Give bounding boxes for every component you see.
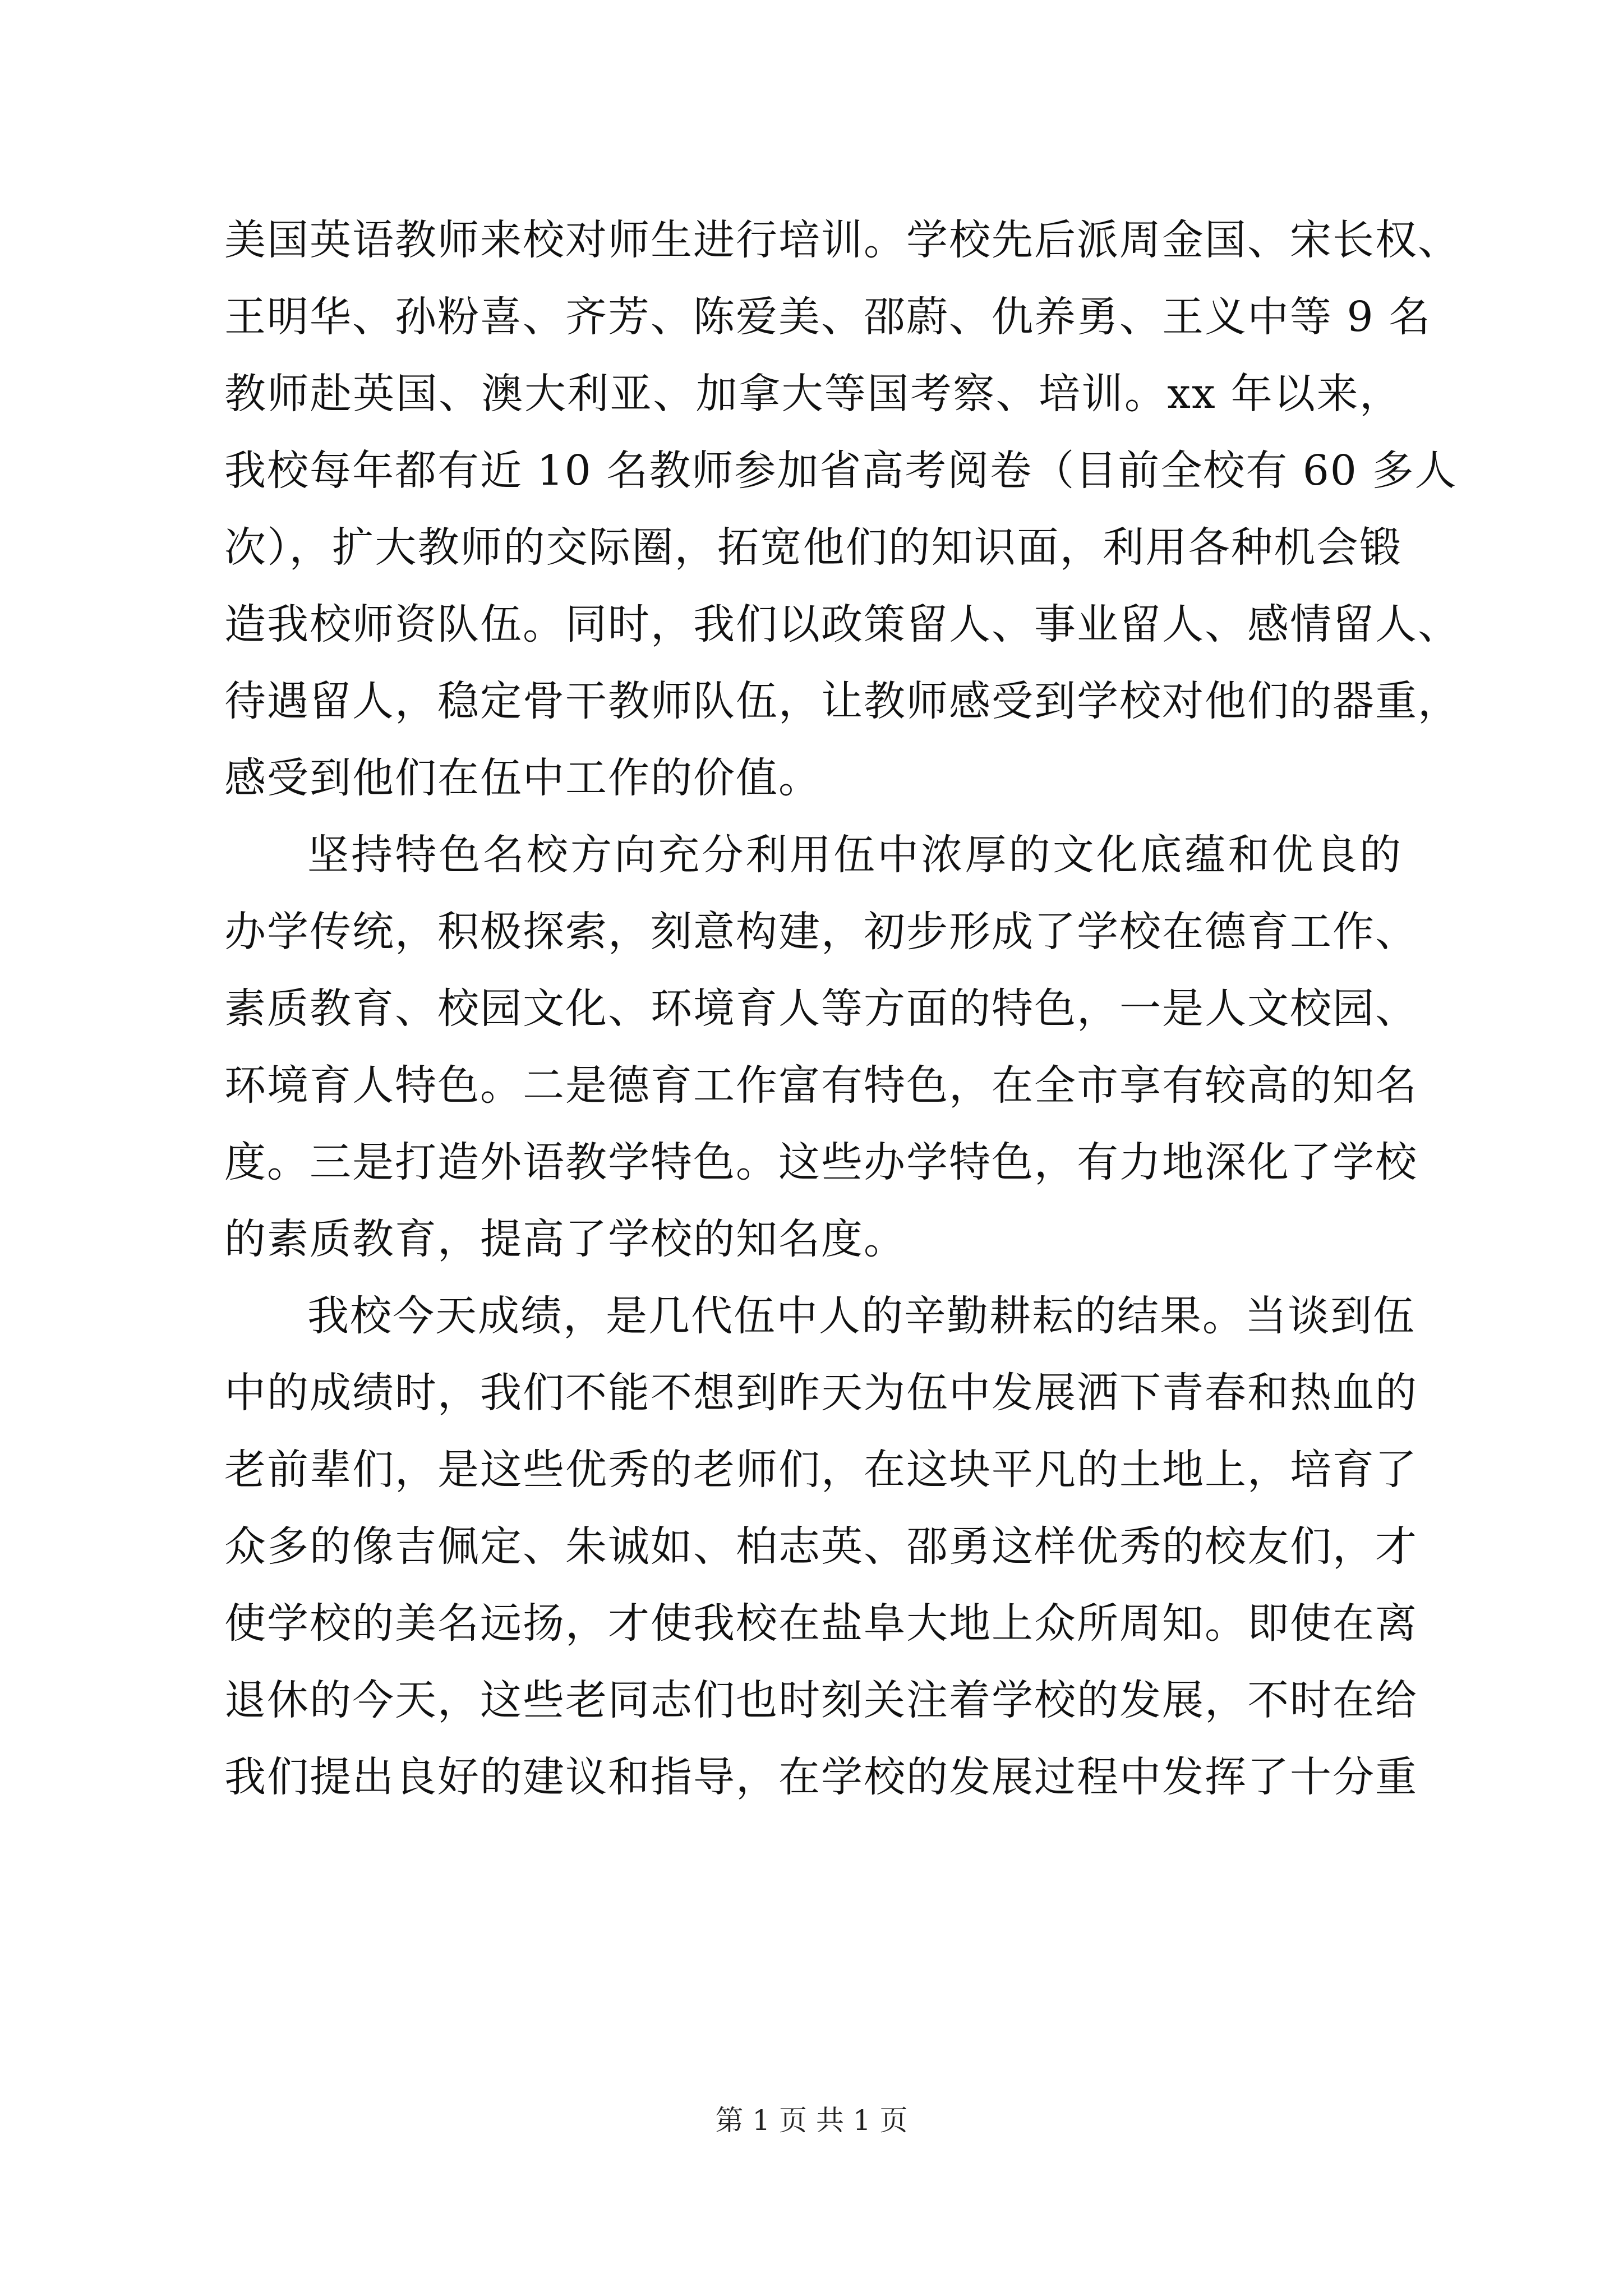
text-line: 退休的今天，这些老同志们也时刻关注着学校的发展，不时在给: [224, 1676, 1418, 1724]
text-line: 的素质教育，提高了学校的知名度。: [224, 1215, 906, 1263]
text-line: 我校每年都有近 10 名教师参加省高考阅卷（目前全校有 60 多人: [224, 447, 1458, 495]
text-line: 素质教育、校园文化、环境育人等方面的特色，一是人文校园、: [224, 984, 1418, 1033]
text-line: 度。三是打造外语教学特色。这些办学特色，有力地深化了学校: [224, 1138, 1418, 1186]
paragraph-first-line: 我校今天成绩，是几代伍中人的辛勤耕耘的结果。当谈到伍: [307, 1292, 1415, 1340]
text-line: 美国英语教师来校对师生进行培训。学校先后派周金国、宋长权、: [224, 216, 1460, 264]
text-line: 次），扩大教师的交际圈，拓宽他们的知识面，利用各种机会锻: [224, 523, 1402, 572]
text-line: 我们提出良好的建议和指导，在学校的发展过程中发挥了十分重: [224, 1753, 1418, 1801]
paragraph-first-line: 坚持特色名校方向充分利用伍中浓厚的文化底蕴和优良的: [307, 831, 1402, 879]
text-line: 环境育人特色。二是德育工作富有特色，在全市享有较高的知名: [224, 1061, 1418, 1110]
text-line: 王明华、孙粉喜、齐芳、陈爱美、邵蔚、仇养勇、王义中等 9 名: [224, 293, 1432, 341]
text-line: 教师赴英国、澳大利亚、加拿大等国考察、培训。xx 年以来，: [224, 370, 1402, 418]
text-line: 办学传统，积极探索，刻意构建，初步形成了学校在德育工作、: [224, 908, 1418, 956]
text-line: 待遇留人，稳定骨干教师队伍，让教师感受到学校对他们的器重，: [224, 677, 1460, 725]
text-line: 造我校师资队伍。同时，我们以政策留人、事业留人、感情留人、: [224, 600, 1460, 648]
document-body: [224, 202, 1460, 1816]
text-line: 使学校的美名远扬，才使我校在盐阜大地上众所周知。即使在离: [224, 1599, 1418, 1648]
page-footer: 第 1 页 共 1 页: [715, 2104, 908, 2137]
text-line: 众多的像吉佩定、朱诚如、柏志英、邵勇这样优秀的校友们，才: [224, 1522, 1418, 1571]
text-line: 感受到他们在伍中工作的价值。: [224, 754, 821, 802]
text-line: 老前辈们，是这些优秀的老师们，在这块平凡的土地上，培育了: [224, 1446, 1418, 1494]
text-line: 中的成绩时，我们不能不想到昨天为伍中发展洒下青春和热血的: [224, 1369, 1418, 1417]
